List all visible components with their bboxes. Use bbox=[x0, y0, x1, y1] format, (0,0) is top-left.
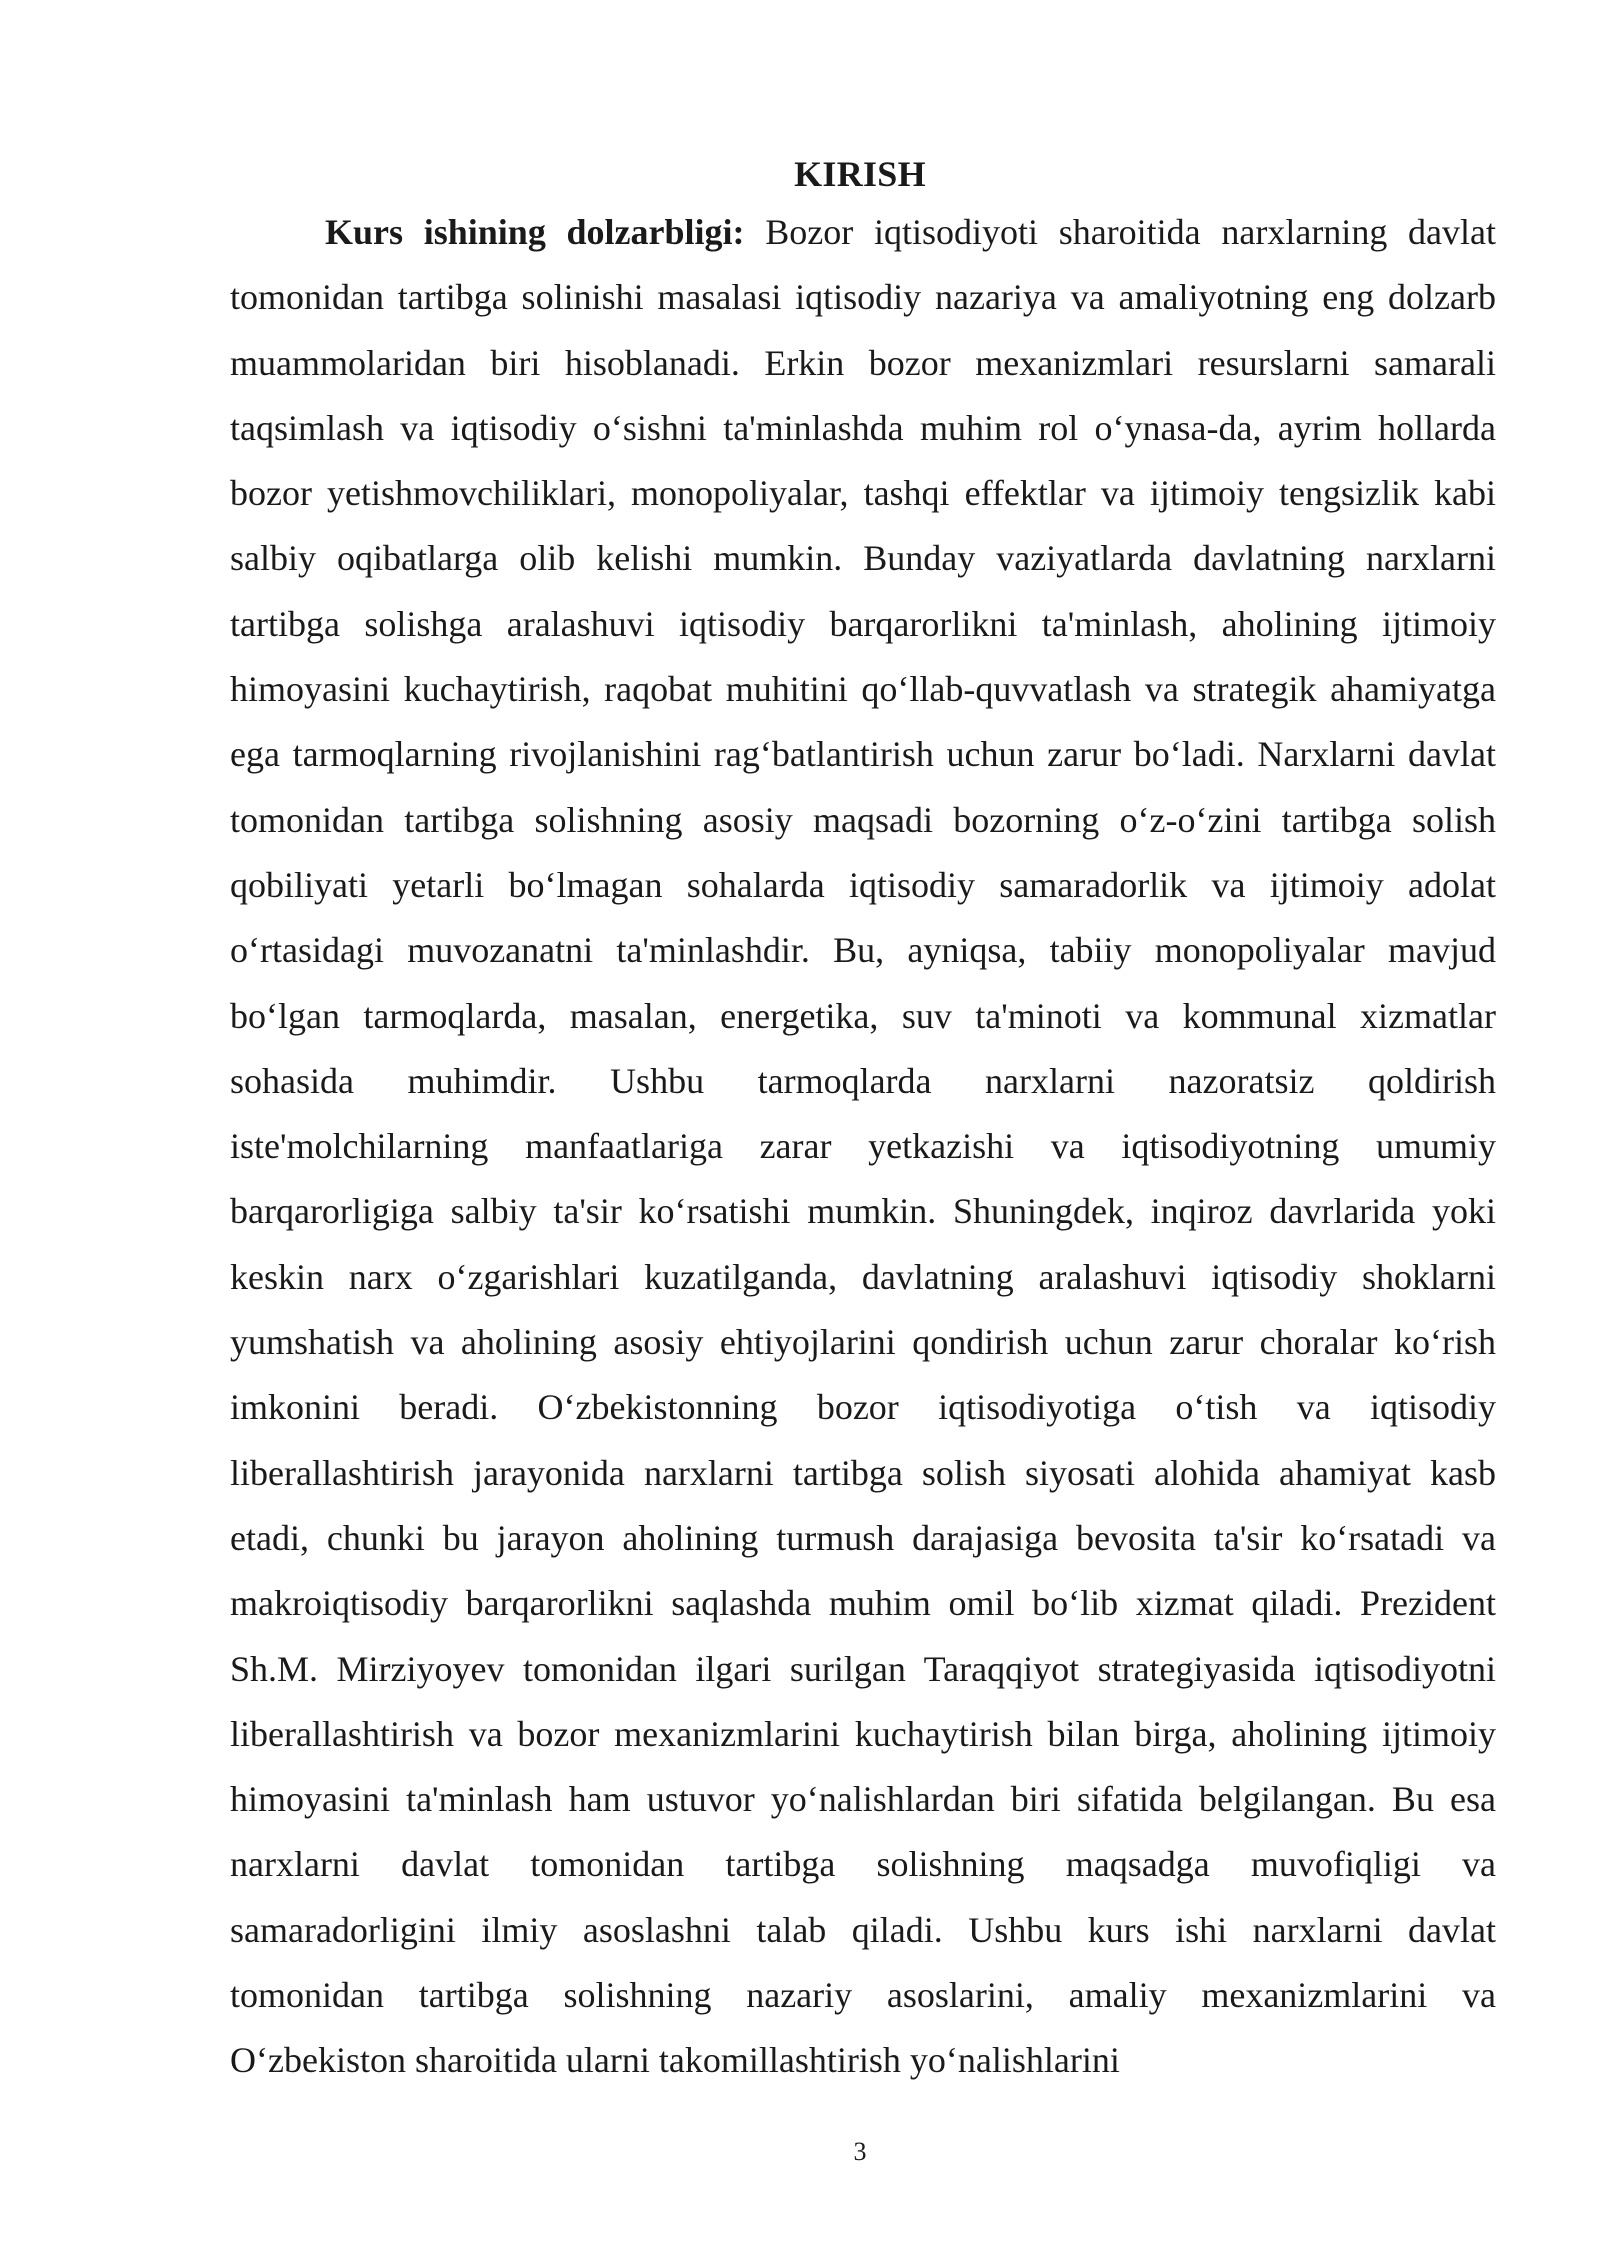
page-number: 3 bbox=[853, 2137, 867, 2166]
section-title: KIRISH bbox=[794, 154, 926, 194]
body-paragraph bbox=[230, 200, 1496, 2094]
paragraph-text: Bozor iqtisodiyoti sharoitida narxlarning davlat tomonidan tartibga solinishi masalasi iqtisodiy nazariya va amaliyotning eng dolzarb muammolaridan biri hisoblanadi. Erkin bozor mexanizmlari resurslarni samarali taqsimlash va iqtisodiy o‘sishni ta'minlashda muhim rol o‘ynasa-da, ayrim hollarda bozor yetishmovchiliklari, monopoliyalar, tashqi effektlar va ijtimoiy tengsizlik kabi salbiy oqibatlarga olib kelishi mumkin. Bunday vaziyatlarda davlatning narxlarni tartibga solishga aralashuvi iqtisodiy barqarorlikni ta'minlash, aholining ijtimoiy himoyasini kuchaytirish, raqobat muhitini qo‘llab-quvvatlash va strategik ahamiyatga ega tarmoqlarning rivojlanishini rag‘batlantirish uchun zarur bo‘ladi. Narxlarni davlat tomonidan tartibga solishning asosiy maqsadi bozorning o‘z-o‘zini tartibga solish qobiliyati yetarli bo‘lmagan sohalarda iqtisodiy samaradorlik va ijtimoiy adolat o‘rtasidagi muvozanatni ta'minlashdir. Bu, ayniqsa, tabiiy monopoliyalar mavjud bo‘lgan tarmoqlarda, masalan, energetika, suv ta'minoti va kommunal xizmatlar sohasida muhimdir. Ushbu tarmoqlarda narxlarni nazoratsiz qoldirish iste'molchilarning manfaatlariga zarar yetkazishi va iqtisodiyotning umumiy barqarorligiga salbiy ta'sir ko‘rsatishi mumkin. Shuningdek, inqiroz davrlarida yoki keskin narx o‘zgarishlari kuzatilganda, davlatning aralashuvi iqtisodiy shoklarni yumshatish va aholining asosiy ehtiyojlarini qondirish uchun zarur choralar ko‘rish imkonini beradi. O‘zbekistonning bozor iqtisodiyotiga o‘tish va iqtisodiy liberallashtirish jarayonida narxlarni tartibga solish siyosati alohida ahamiyat kasb etadi, chunki bu jarayon aholining turmush darajasiga bevosita ta'sir ko‘rsatadi va makroiqtisodiy barqarorlikni saqlashda muhim omil bo‘lib xizmat qiladi. Prezident Sh.M. Mirziyoyev tomonidan ilgari surilgan Taraqqiyot strategiyasida iqtisodiyotni liberallashtirish va bozor mexanizmlarini kuchaytirish bilan birga, aholining ijtimoiy himoyasini ta'minlash ham ustuvor yo‘nalishlardan biri sifatida belgilangan. Bu esa narxlarni davlat tomonidan tartibga solishning maqsadga muvofiqligi va samaradorligini ilmiy asoslashni talab qiladi. Ushbu kurs ishi narxlarni davlat tomonidan tartibga solishning nazariy asoslarini, amaliy mexanizmlarini va O‘zbekiston sharoitida ularni takomillashtirish yo‘nalishlarini bbox=[230, 212, 1496, 2081]
paragraph-lead: Kurs ishining dolzarbligi: bbox=[325, 212, 745, 252]
